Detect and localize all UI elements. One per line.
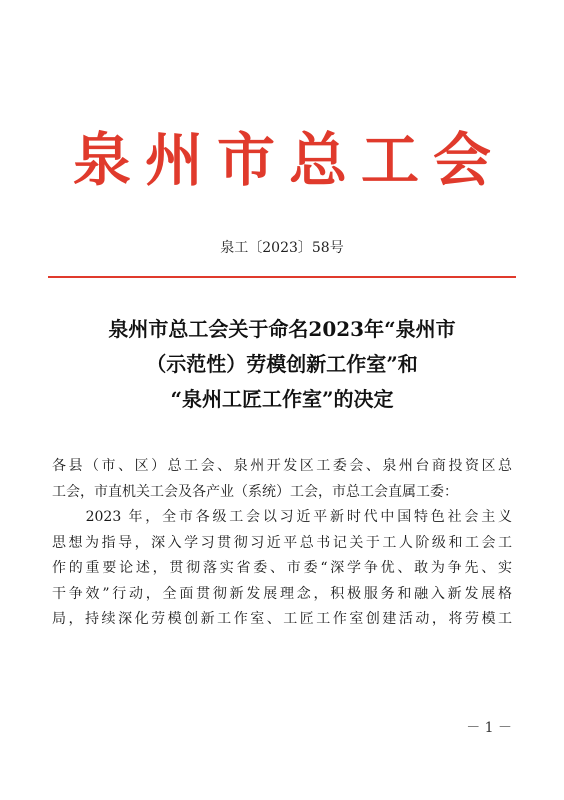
paragraph-line-3: 作的重要论述，贯彻落实省委、市委“深学争优、敢为争先、实 <box>52 560 512 576</box>
document-body <box>52 454 512 633</box>
page-number: － 1 － <box>466 720 512 736</box>
masthead-title: 泉州市总工会 <box>72 126 505 194</box>
title-line-2: （示范性）劳模创新工作室”和 <box>146 352 418 376</box>
red-divider-line <box>48 276 516 278</box>
title-line-1: 泉州市总工会关于命名2023年“泉州市 <box>108 317 456 341</box>
paragraph-line-5: 局，持续深化劳模创新工作室、工匠工作室创建活动，将劳模工 <box>52 611 512 627</box>
document-title <box>40 312 524 417</box>
addressee-line-1: 各县（市、区）总工会、泉州开发区工委会、泉州台商投资区总 <box>52 458 512 474</box>
paragraph-line-2: 思想为指导，深入学习贯彻习近平总书记关于工人阶级和工会工 <box>52 534 512 551</box>
document-number: 泉工〔2023〕58号 <box>220 240 344 256</box>
title-line-3: “泉州工匠工作室”的决定 <box>170 387 394 411</box>
addressee-line-2: 工会，市直机关工会及各产业（系统）工会，市总工会直属工委： <box>52 483 458 500</box>
paragraph-line-4: 干争效”行动，全面贯彻新发展理念，积极服务和融入新发展格 <box>52 585 512 602</box>
paragraph-line-1: 2023 年，全市各级工会以习近平新时代中国特色社会主义 <box>52 509 512 525</box>
